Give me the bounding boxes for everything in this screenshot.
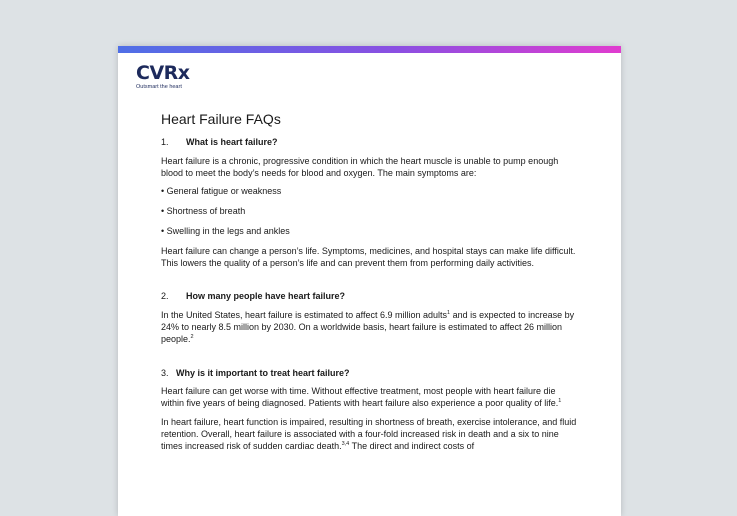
question-3-text: Why is it important to treat heart failure? <box>176 367 350 378</box>
reference-marker: 2 <box>190 333 194 340</box>
question-3-heading <box>161 368 581 380</box>
question-1-closing: Heart failure can change a person’s life. Symptoms, medicines, and hospital stays can make life difficult. This lowers the quality of a person’s life and can prevent them from performing daily activities. <box>161 245 576 268</box>
question-3-paragraph-1 <box>161 386 581 410</box>
symptom-bullet-1: • General fatigue or weakness <box>161 186 282 197</box>
question-2-answer <box>161 310 581 345</box>
answer-text: Heart failure can get worse with time. Without effective treatment, most people with heart failure die within five years of being diagnosed. Patients with heart failure also experience a poor quality of life. <box>161 386 559 409</box>
reference-marker: 1 <box>447 310 451 317</box>
question-1-heading <box>161 137 581 149</box>
question-1-number: 1. <box>161 137 169 147</box>
page-title: Heart Failure FAQs <box>161 111 281 127</box>
reference-marker: 3,4 <box>341 440 350 447</box>
question-1-intro: Heart failure is a chronic, progressive condition in which the heart muscle is unable to pump enough blood to meet the body’s needs for blood and oxygen. The main symptoms are: <box>161 155 559 178</box>
question-1-text: What is heart failure? <box>186 137 278 147</box>
cvrx-logo <box>136 63 190 91</box>
reference-marker: 1 <box>558 398 562 405</box>
question-2-number: 2. <box>161 291 169 302</box>
accent-bar <box>118 46 621 53</box>
symptom-bullet-3: • Swelling in the legs and ankles <box>161 225 290 236</box>
question-3-paragraph-2 <box>161 417 581 452</box>
answer-text: In heart failure, heart function is impaired, resulting in shortness of breath, exercise intolerance, and fluid retention. Overall, heart failure is associated with a four-fold increased risk in death and a six to nine times increased risk of sudden cardiac death. <box>161 416 577 451</box>
answer-text: The direct and indirect costs of <box>349 440 475 451</box>
question-3-number: 3. <box>161 367 169 378</box>
answer-text: In the United States, heart failure is estimated to affect 6.9 million adults <box>161 310 447 321</box>
symptom-bullet-2: • Shortness of breath <box>161 206 246 217</box>
document-content <box>161 111 581 459</box>
logo-wordmark: CVRx <box>136 62 190 84</box>
logo-tagline: Outsmart the heart <box>136 84 182 90</box>
answer-text: and is expected to increase by 24% to nearly 8.5 million by 2030. On a worldwide basis, heart failure is estimated to affect 26 million people. <box>161 310 575 344</box>
document-page <box>118 46 621 516</box>
question-2-heading <box>161 291 581 303</box>
question-2-text: How many people have heart failure? <box>186 291 346 302</box>
